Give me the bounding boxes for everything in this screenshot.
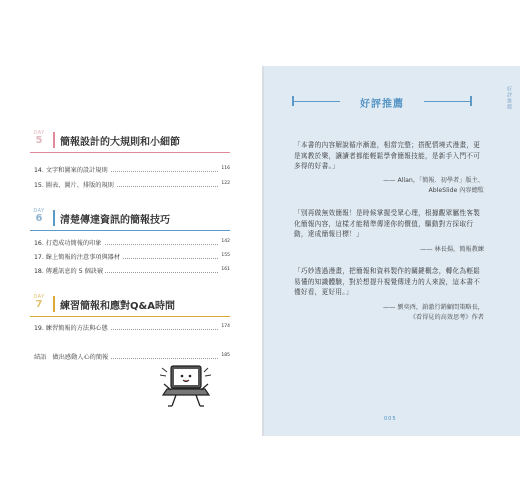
- toc-entry-page: 161: [221, 267, 230, 272]
- day-7-title: 練習簡報和應對Q&A時間: [60, 301, 175, 312]
- day-5-badge: [30, 130, 48, 146]
- day-6-bar: [53, 210, 55, 226]
- day-7-badge: [30, 294, 48, 310]
- day-5-rule: [30, 152, 230, 153]
- day-5-label: DAY: [33, 130, 45, 136]
- toc-entry-text: 14. 文字和圖案的設計規則: [34, 167, 108, 174]
- day-6-title: 清楚傳達資訊的簡報技巧: [60, 215, 170, 226]
- left-page: [0, 66, 262, 436]
- laptop-mascot-icon: [158, 362, 214, 412]
- quote-2-body: 「別再做無效簡報！是時候掌握受眾心理，根據觀眾屬性客製化簡報內容，這樣才能精準傳達你的價值，驅動對方採取行動，達成簡報目標！」: [294, 209, 481, 238]
- toc-entry-text: 結語 做出感動人心的簡報: [34, 354, 109, 361]
- quote-2-attribution: —— 林長揚，簡報教練: [420, 246, 484, 253]
- toc-entry-conclusion[interactable]: [34, 352, 230, 361]
- toc-entry-page: 174: [221, 324, 230, 329]
- toc-entry-page: 122: [221, 181, 230, 186]
- day-7-rule: [30, 316, 230, 317]
- toc-entry-text: 15. 圖表、圖片、排版的規則: [34, 182, 114, 189]
- day-5-title: 簡報設計的大規則和小細節: [60, 137, 180, 148]
- toc-entry-text: 16. 打造成功簡報的印象: [34, 240, 102, 247]
- toc-entry-page: 116: [221, 166, 230, 171]
- day-7-number: 7: [35, 299, 43, 310]
- day-6-rule: [30, 230, 230, 231]
- quote-1-attribution: —— Allan，「簡報．初學者」版主、: [383, 177, 484, 184]
- toc-entry-14[interactable]: [34, 165, 230, 174]
- quote-3-attribution-2: 《看得見的高效思考》作者: [409, 314, 484, 321]
- toc-entry-page: 142: [221, 239, 230, 244]
- toc-entry-text: 18. 傳遞訊息的 5 個訣竅: [34, 268, 104, 275]
- toc-entry-text: 17. 線上簡報的注意事項與器材: [34, 254, 121, 261]
- toc-entry-18[interactable]: [34, 266, 230, 275]
- toc-entry-19[interactable]: [34, 323, 230, 332]
- day-6-badge: [30, 208, 48, 224]
- recommend-header: [292, 90, 472, 112]
- quote-1-attribution-2: AbleSlide 內容總監: [428, 187, 484, 194]
- toc-entry-15[interactable]: [34, 180, 230, 189]
- day-5-bar: [53, 132, 55, 148]
- quote-3-body: 「巧妙透過漫畫，把簡報和資料製作的關鍵概念，轉化為輕鬆易懂的知識體驗，對於想提升視覺傳達力的人來說，這本書不僅好看，更好用。」: [294, 267, 481, 296]
- toc-entry-text: 19. 練習簡報的方法與心態: [34, 325, 108, 332]
- toc-entry-17[interactable]: [34, 252, 230, 261]
- recommend-title: 好評推薦: [360, 99, 404, 110]
- page-number: 005: [384, 416, 397, 422]
- bottom-background: [0, 436, 520, 500]
- top-background: [0, 0, 520, 66]
- day-6-number: 6: [35, 213, 43, 224]
- day-5-number: 5: [35, 135, 43, 146]
- day-7-label: DAY: [33, 294, 45, 300]
- toc-entry-page: 185: [221, 353, 230, 358]
- quote-3-attribution: —— 劉奕酉，鉑澈行銷顧問策略長，: [383, 304, 484, 311]
- side-running-head: 好評推薦: [506, 86, 512, 110]
- toc-entry-16[interactable]: [34, 238, 230, 247]
- day-6-label: DAY: [33, 208, 45, 214]
- day-7-bar: [53, 296, 55, 312]
- toc-entry-page: 155: [221, 253, 230, 258]
- quote-1-body: 「本書的內容解說循序漸進，相當完整；搭配情境式漫畫，更是寓教於樂，讓讀者都能輕鬆學會簡報技能，是新手入門不可多得的好書。」: [294, 141, 481, 170]
